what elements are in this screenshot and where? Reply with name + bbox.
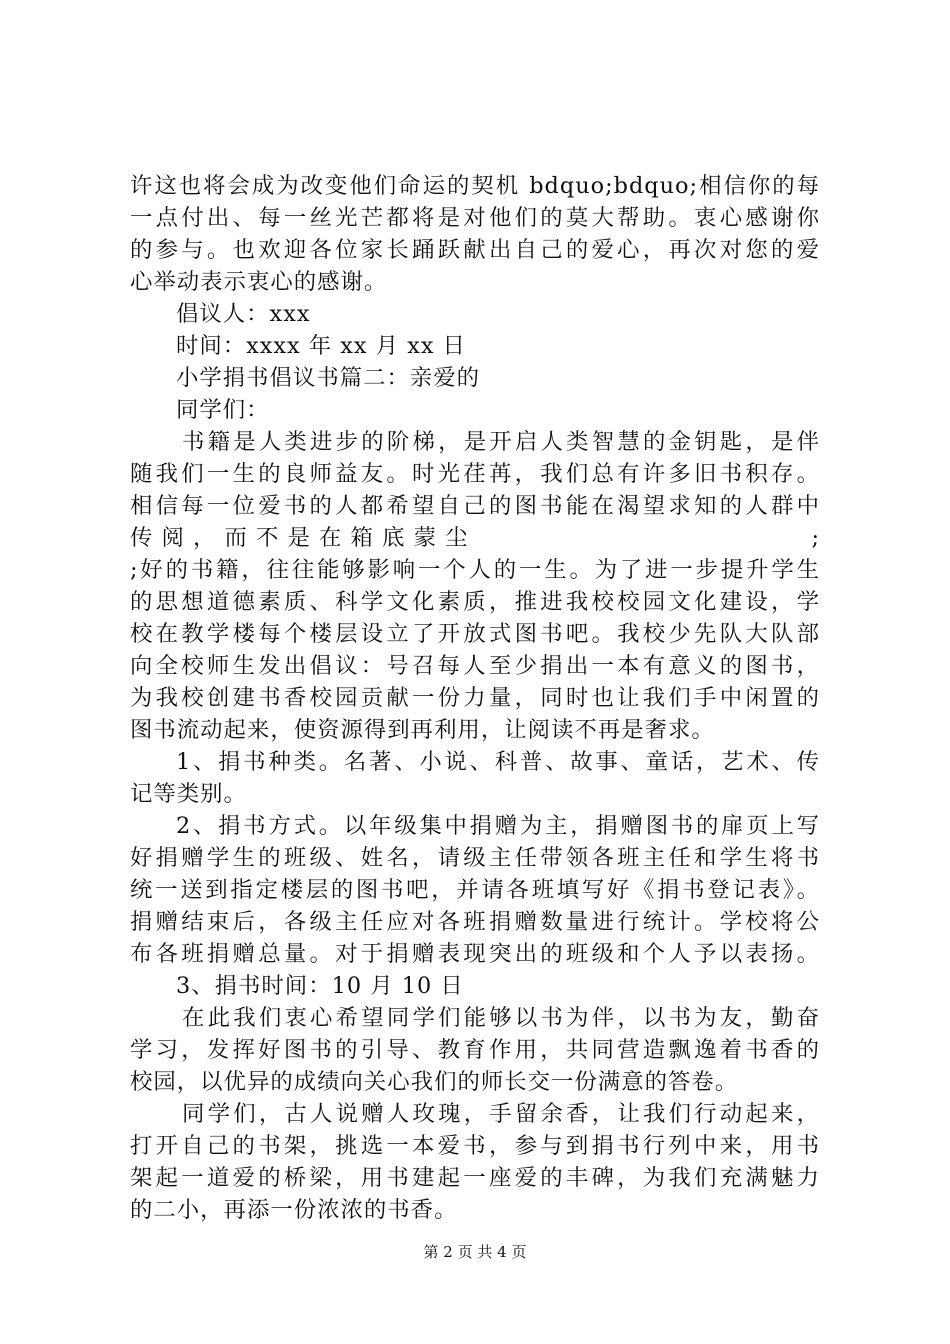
text-line: 同学们，古人说赠人玫瑰，手留余香，让我们行动起来， [182, 1101, 820, 1127]
text-line: 在此我们衷心希望同学们能够以书为伴，以书为友，勤奋 [182, 1005, 820, 1031]
salutation: 同学们： [176, 397, 270, 423]
text-line: 为我校创建书香校园贡献一份力量，同时也让我们手中闲置的 [130, 685, 820, 711]
text-line: 图书流动起来，使资源得到再利用，让阅读不再是奢求。 [130, 717, 715, 743]
text-line: 书籍是人类进步的阶梯，是开启人类智慧的金钥匙，是伴 [182, 429, 820, 455]
text-fragment: 传 阅 ， 而 不 是 在 箱 底 蒙 尘 [130, 525, 469, 551]
text-line: 心举动表示衷心的感谢。 [130, 269, 388, 295]
text-line: 一点付出、每一丝光芒都将是对他们的莫大帮助。衷心感谢你 [130, 205, 820, 231]
text-line: 许这也将会成为改变他们命运的契机 bdquo;bdquo;相信你的每 [130, 173, 820, 199]
text-line: 相信每一位爱书的人都希望自己的图书能在渴望求知的人群中 [130, 493, 820, 519]
section-heading: 小学捐书倡议书篇二：亲爱的 [176, 365, 481, 391]
text-line: 记等类别。 [130, 781, 247, 807]
text-fragment: ; [811, 525, 820, 551]
text-line: 打开自己的书架，挑选一本爱书，参与到捐书行列中来，用书 [130, 1133, 820, 1159]
list-item: 1、捐书种类。名著、小说、科普、故事、童话，艺术、传 [176, 749, 820, 775]
text-line: 的思想道德素质、科学文化素质，推进我校校园文化建设，学 [130, 589, 820, 615]
list-item: 3、捐书时间：10 月 10 日 [176, 973, 464, 999]
page-number-footer: 第 2 页 共 4 页 [423, 1243, 527, 1261]
text-line: 向全校师生发出倡议：号召每人至少捐出一本有意义的图书， [130, 653, 820, 679]
text-line: ;好的书籍，往往能够影响一个人的一生。为了进一步提升学生 [130, 557, 820, 583]
text-line: 捐赠结束后，各级主任应对各班捐赠数量进行统计。学校将公 [130, 909, 820, 935]
date-line: 时间：xxxx 年 xx 月 xx 日 [176, 333, 466, 359]
text-line [130, 522, 820, 554]
signatory-line: 倡议人：xxx [176, 301, 311, 327]
text-line: 统一送到指定楼层的图书吧，并请各班填写好《捐书登记表》。 [130, 877, 820, 903]
text-line: 校在教学楼每个楼层设立了开放式图书吧。我校少先队大队部 [130, 621, 820, 647]
text-line: 的二小，再添一份浓浓的书香。 [130, 1197, 458, 1223]
text-line: 校园，以优异的成绩向关心我们的师长交一份满意的答卷。 [130, 1069, 739, 1095]
text-line: 好捐赠学生的班级、姓名，请级主任带领各班主任和学生将书 [130, 845, 820, 871]
text-line: 随我们一生的良师益友。时光荏苒，我们总有许多旧书积存。 [130, 461, 820, 487]
list-item: 2、捐书方式。以年级集中捐赠为主，捐赠图书的扉页上写 [176, 813, 820, 839]
text-line: 架起一道爱的桥梁，用书建起一座爱的丰碑，为我们充满魅力 [130, 1165, 820, 1191]
text-line: 布各班捐赠总量。对于捐赠表现突出的班级和个人予以表扬。 [130, 941, 820, 967]
text-line: 的参与。也欢迎各位家长踊跃献出自己的爱心，再次对您的爱 [130, 237, 820, 263]
text-line: 学习，发挥好图书的引导、教育作用，共同营造飘逸着书香的 [130, 1037, 820, 1063]
document-body [130, 170, 820, 1226]
